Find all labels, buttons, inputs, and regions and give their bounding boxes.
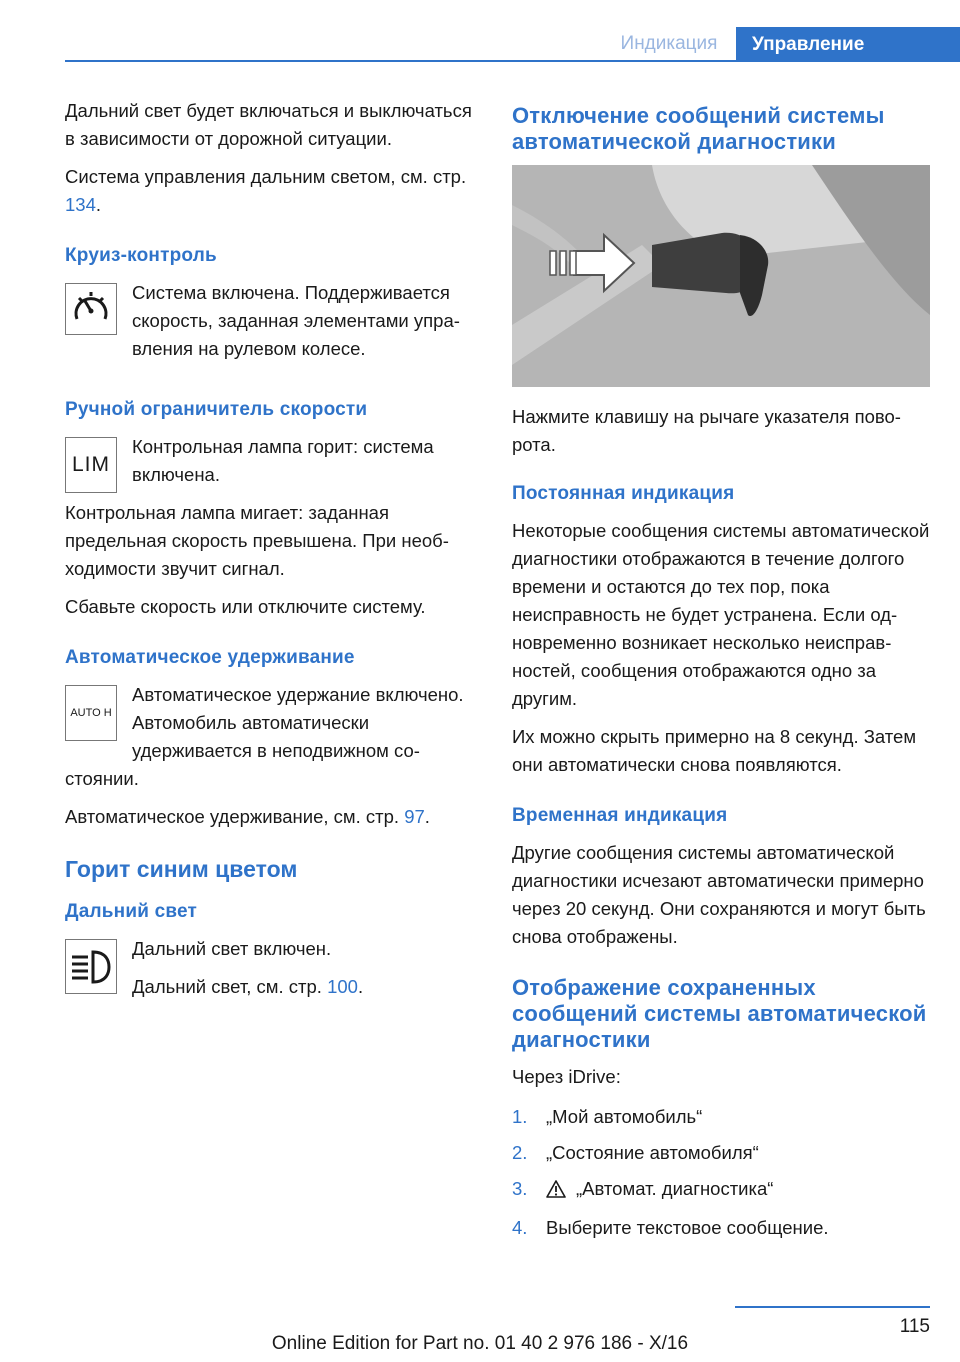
section-heading-autohold: Автоматическое удерживание — [65, 647, 355, 668]
paragraph: Контрольная лампа мигает: заданная предельная скорость превышена. При необходимости звучит сигнал. — [65, 502, 449, 579]
page-link[interactable]: 97 — [404, 806, 425, 827]
tab-indication[interactable]: Индикация — [620, 32, 718, 54]
paragraph: Система включена. Поддерживается скорость, заданная элементами управления на рулевом колесе. — [132, 282, 460, 359]
section-heading-highbeam: Дальний свет — [65, 901, 197, 922]
list-item: 2. „Состояние автомобиля“ — [512, 1142, 759, 1163]
left-column — [65, 97, 480, 1011]
section-heading-show: Отображение сохраненных сообщений системы автоматической диагностики — [512, 975, 927, 1052]
auto-hold-indicator-icon: AUTO H — [65, 685, 117, 741]
page-link[interactable]: 134 — [65, 194, 96, 215]
list-item: 3. „Автомат. диагностика“ — [512, 1175, 930, 1206]
limiter-block — [65, 433, 480, 593]
section-heading-temporary: Временная индикация — [512, 805, 728, 826]
section-heading-permanent: Постоянная индикация — [512, 483, 735, 504]
list-item: 4. Выберите текстовое сообщение. — [512, 1217, 829, 1238]
paragraph: Дальний свет включен. — [132, 938, 332, 959]
tab-controls[interactable]: Управление — [736, 27, 960, 62]
list-item: 1. „Мой автомобиль“ — [512, 1106, 703, 1127]
section-heading-disable: Отключение сообщений системы автоматической диагностики — [512, 103, 885, 154]
autohold-block — [65, 681, 480, 803]
edition-footer: Online Edition for Part no. 01 40 2 976 186 - X/16 — [271, 1333, 689, 1354]
footer-rule — [735, 1306, 930, 1308]
paragraph: Контрольная лампа горит: система включена. — [132, 436, 434, 485]
section-heading-blue: Горит синим цветом — [65, 856, 298, 882]
paragraph: Автоматическое удерживание, см. стр. 97. — [65, 806, 430, 827]
paragraph: Дальний свет, см. стр. 100. — [132, 976, 364, 997]
page-link[interactable]: 100 — [327, 976, 358, 997]
page-number: 115 — [899, 1316, 930, 1337]
section-heading-limiter: Ручной ограничитель скорости — [65, 399, 368, 420]
paragraph: Другие сообщения системы автоматической диагностики исчезают автоматически примерно через 20 секунд. Они сохраняются и могут быть снова отображены. — [512, 842, 926, 947]
paragraph: Некоторые сообщения системы автоматической диагностики отображаются в течение долгого времени и остаются до тех пор, пока неисправность не будет устранена. Если одновременно возникает несколько неисправностей, сообщения отображаются одно за другим. — [512, 520, 930, 709]
paragraph: Их можно скрыть примерно на 8 секунд. Затем они автоматически снова появляются. — [512, 726, 917, 775]
steps-list — [512, 1103, 930, 1242]
paragraph: Дальний свет будет включаться и выключаться в зависимости от дорожной ситуации. — [65, 100, 472, 149]
speedometer-icon — [65, 283, 117, 335]
section-heading-cruise: Круиз-контроль — [65, 245, 217, 266]
high-beam-icon — [65, 939, 117, 994]
paragraph: Система управления дальним светом, см. стр. 134. — [65, 166, 467, 215]
cruise-block — [65, 279, 480, 373]
paragraph: Сбавьте скорость или отключите систему. — [65, 596, 426, 617]
lim-indicator-icon: LIM — [65, 437, 117, 493]
turn-signal-lever-image — [512, 165, 930, 387]
paragraph: Автоматическое удержание включено. Автомобиль автоматически удерживается в неподвижном состоянии. — [65, 684, 464, 789]
warning-triangle-icon — [546, 1178, 566, 1206]
paragraph: Через iDrive: — [512, 1066, 621, 1087]
highbeam-block — [65, 935, 480, 1011]
right-column — [512, 97, 930, 1250]
paragraph: Нажмите клавишу на рычаге указателя поворота. — [512, 406, 901, 455]
